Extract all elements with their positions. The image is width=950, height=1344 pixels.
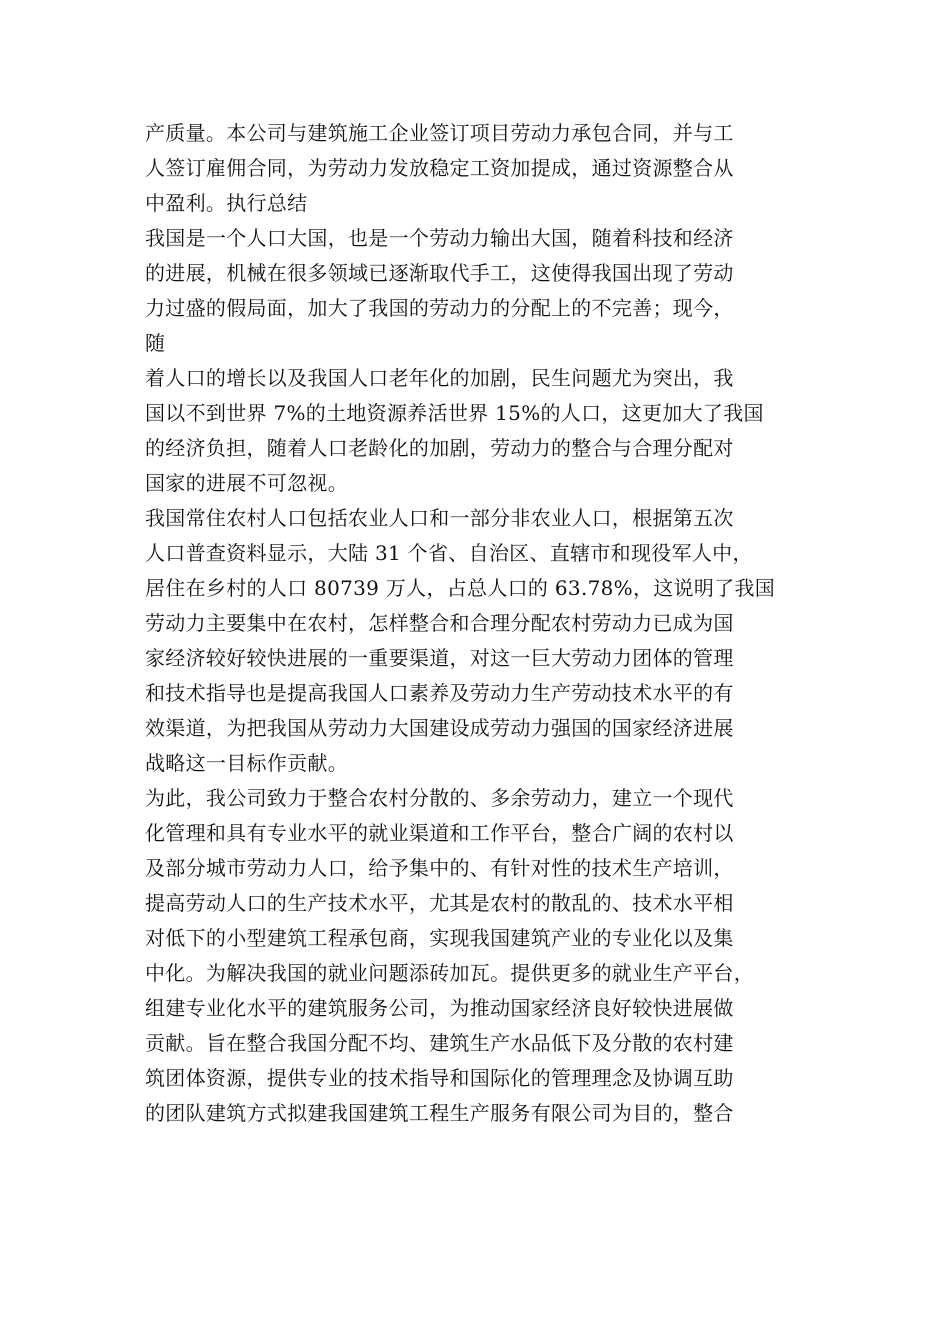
text-line: 化管理和具有专业水平的就业渠道和工作平台，整合广阔的农村以: [145, 821, 734, 845]
text-line: 为此，我公司致力于整合农村分散的、多余劳动力，建立一个现代: [145, 786, 734, 810]
text-line: 组建专业化水平的建筑服务公司，为推动国家经济良好较快进展做: [145, 996, 734, 1020]
text-line: 国家的进展不可忽视。: [145, 471, 348, 495]
text-line: 的进展，机械在很多领域已逐渐取代手工，这使得我国出现了劳动: [145, 261, 734, 285]
text-line: 的团队建筑方式拟建我国建筑工程生产服务有限公司为目的，整合: [145, 1101, 734, 1125]
text-line: 人口普查资料显示，大陆 31 个省、自治区、直辖市和现役军人中，: [145, 541, 753, 565]
text-line: 我国常住农村人口包括农业人口和一部分非农业人口，根据第五次: [145, 506, 734, 530]
text-line: 效渠道，为把我国从劳动力大国建设成劳动力强国的国家经济进展: [145, 716, 734, 740]
text-line: 贡献。旨在整合我国分配不均、建筑生产水品低下及分散的农村建: [145, 1031, 734, 1055]
text-line: 国以不到世界 7%的土地资源养活世界 15%的人口，这更加大了我国: [145, 401, 764, 425]
text-line: 力过盛的假局面，加大了我国的劳动力的分配上的不完善；现今，: [145, 296, 734, 320]
text-line: 提高劳动人口的生产技术水平，尤其是农村的散乱的、技术水平相: [145, 891, 734, 915]
document-body: [145, 116, 815, 1131]
text-line: 和技术指导也是提高我国人口素养及劳动力生产劳动技术水平的有: [145, 681, 734, 705]
text-line: 中化。为解决我国的就业问题添砖加瓦。提供更多的就业生产平台，: [145, 961, 754, 985]
text-line: 产质量。本公司与建筑施工企业签订项目劳动力承包合同，并与工: [145, 121, 734, 145]
text-line: 对低下的小型建筑工程承包商，实现我国建筑产业的专业化以及集: [145, 926, 734, 950]
text-line: 劳动力主要集中在农村，怎样整合和合理分配农村劳动力已成为国: [145, 611, 734, 635]
text-line: 居住在乡村的人口 80739 万人，占总人口的 63.78%，这说明了我国: [145, 576, 776, 600]
text-line: 着人口的增长以及我国人口老年化的加剧，民生问题尤为突出，我: [145, 366, 734, 390]
text-line: 家经济较好较快进展的一重要渠道，对这一巨大劳动力团体的管理: [145, 646, 734, 670]
text-line: 及部分城市劳动力人口，给予集中的、有针对性的技术生产培训，: [145, 856, 734, 880]
text-line: 随: [145, 331, 166, 355]
text-line: 战略这一目标作贡献。: [145, 751, 348, 775]
text-line: 人签订雇佣合同，为劳动力发放稳定工资加提成，通过资源整合从: [145, 156, 734, 180]
text-line: 筑团体资源，提供专业的技术指导和国际化的管理理念及协调互助: [145, 1066, 734, 1090]
text-line: 中盈利。执行总结: [145, 191, 308, 215]
text-line: 我国是一个人口大国，也是一个劳动力输出大国，随着科技和经济: [145, 226, 734, 250]
text-line: 的经济负担，随着人口老龄化的加剧，劳动力的整合与合理分配对: [145, 436, 734, 460]
